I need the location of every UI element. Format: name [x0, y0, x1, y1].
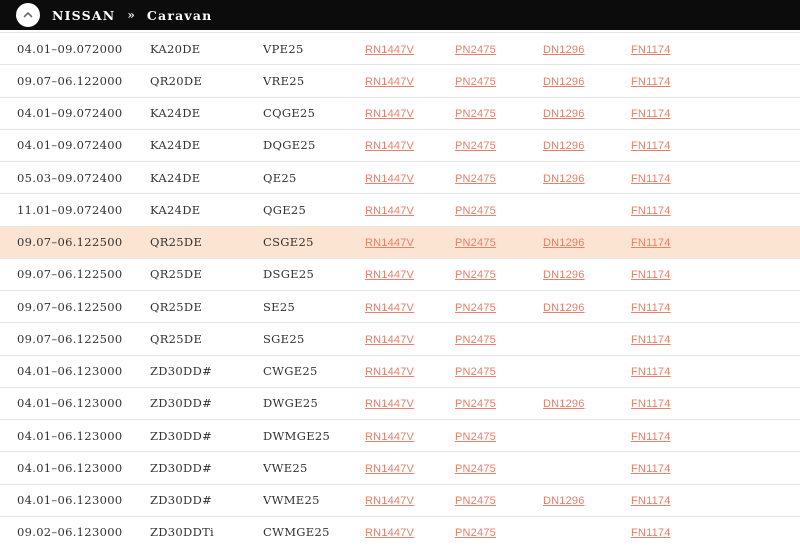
cell-displacement: 3000 — [92, 493, 123, 508]
cell-chassis: DWMGE25 — [263, 428, 331, 443]
cell-chassis: VPE25 — [263, 41, 304, 56]
cell-rn — [365, 138, 455, 152]
cell-displacement: 2000 — [92, 41, 123, 56]
breadcrumb-separator-icon: » — [127, 8, 135, 22]
table-row — [0, 291, 800, 323]
part-link-rn[interactable]: RN1447V — [365, 75, 415, 88]
cell-rn — [365, 300, 455, 314]
cell-fn — [631, 203, 800, 217]
cell-engine: KA24DE — [150, 106, 201, 121]
cell-chassis: VWME25 — [263, 493, 320, 508]
part-link-pn[interactable]: PN2475 — [455, 172, 496, 185]
part-link-dn[interactable]: DN1296 — [543, 43, 585, 56]
cell-pn — [455, 138, 543, 152]
cell-engine: QR20DE — [150, 73, 203, 88]
cell-pn — [455, 493, 543, 507]
cell-pn — [455, 235, 543, 249]
part-link-pn[interactable]: PN2475 — [455, 140, 496, 153]
part-link-dn[interactable]: DN1296 — [543, 495, 585, 508]
cell-chassis: CSGE25 — [263, 235, 314, 250]
part-link-rn[interactable]: RN1447V — [365, 172, 415, 185]
cell-engine: ZD30DDTi — [150, 525, 215, 540]
cell-engine: ZD30DD# — [150, 493, 213, 508]
part-link-dn[interactable]: DN1296 — [543, 108, 585, 121]
part-link-fn[interactable]: FN1174 — [631, 43, 671, 56]
part-link-fn[interactable]: FN1174 — [631, 366, 671, 379]
part-link-pn[interactable]: PN2475 — [455, 430, 496, 443]
cell-pn — [455, 525, 543, 539]
cell-fn — [631, 106, 800, 120]
cell-rn — [365, 235, 455, 249]
cell-rn — [365, 203, 455, 217]
cell-dn — [543, 300, 631, 314]
part-link-pn[interactable]: PN2475 — [455, 462, 496, 475]
part-link-pn[interactable]: PN2475 — [455, 366, 496, 379]
cell-chassis: QE25 — [263, 170, 297, 185]
cell-displacement: 2400 — [92, 170, 123, 185]
cell-dn — [543, 106, 631, 120]
cell-pn — [455, 74, 543, 88]
cell-pn — [455, 461, 543, 475]
part-link-fn[interactable]: FN1174 — [631, 108, 671, 121]
cell-displacement: 2400 — [92, 138, 123, 153]
part-link-rn[interactable]: RN1447V — [365, 140, 415, 153]
part-link-dn[interactable]: DN1296 — [543, 269, 585, 282]
cell-period: 09.07–06.12 — [17, 267, 92, 282]
cell-displacement: 2000 — [92, 73, 123, 88]
cell-engine: QR25DE — [150, 299, 203, 314]
cell-dn — [543, 171, 631, 185]
parts-table — [0, 32, 800, 548]
cell-rn — [365, 74, 455, 88]
cell-chassis: VWE25 — [263, 460, 308, 475]
cell-pn — [455, 171, 543, 185]
cell-displacement: 3000 — [92, 396, 123, 411]
cell-displacement: 2400 — [92, 106, 123, 121]
cell-engine: KA24DE — [150, 138, 201, 153]
cell-engine: ZD30DD# — [150, 364, 213, 379]
table-row — [0, 517, 800, 548]
cell-rn — [365, 429, 455, 443]
breadcrumb-brand[interactable]: NISSAN — [52, 7, 116, 23]
cell-displacement: 2500 — [92, 299, 123, 314]
part-link-dn[interactable]: DN1296 — [543, 398, 585, 411]
part-link-rn[interactable]: RN1447V — [365, 301, 415, 314]
cell-fn — [631, 42, 800, 56]
cell-engine: ZD30DD# — [150, 428, 213, 443]
part-link-fn[interactable]: FN1174 — [631, 527, 671, 540]
part-link-rn[interactable]: RN1447V — [365, 462, 415, 475]
part-link-fn[interactable]: FN1174 — [631, 398, 671, 411]
cell-fn — [631, 300, 800, 314]
part-link-pn[interactable]: PN2475 — [455, 108, 496, 121]
cell-engine: KA20DE — [150, 41, 201, 56]
part-link-rn[interactable]: RN1447V — [365, 108, 415, 121]
part-link-rn[interactable]: RN1447V — [365, 398, 415, 411]
cell-period: 04.01–09.07 — [17, 106, 92, 121]
cell-dn — [543, 138, 631, 152]
cell-displacement: 2400 — [92, 202, 123, 217]
cell-chassis: DQGE25 — [263, 138, 316, 153]
table-row — [0, 420, 800, 452]
part-link-rn[interactable]: RN1447V — [365, 43, 415, 56]
collapse-button[interactable] — [16, 3, 40, 27]
cell-displacement: 2500 — [92, 267, 123, 282]
cell-chassis: CQGE25 — [263, 106, 316, 121]
part-link-rn[interactable]: RN1447V — [365, 204, 415, 217]
table-row — [0, 388, 800, 420]
cell-fn — [631, 429, 800, 443]
cell-rn — [365, 42, 455, 56]
cell-engine: QR25DE — [150, 267, 203, 282]
cell-period: 09.07–06.12 — [17, 73, 92, 88]
cell-displacement: 3000 — [92, 428, 123, 443]
table-row — [0, 227, 800, 259]
part-link-rn[interactable]: RN1447V — [365, 527, 415, 540]
cell-fn — [631, 171, 800, 185]
part-link-rn[interactable]: RN1447V — [365, 269, 415, 282]
table-row — [0, 194, 800, 226]
table-row — [0, 323, 800, 355]
cell-period: 04.01–06.12 — [17, 396, 92, 411]
part-link-pn[interactable]: PN2475 — [455, 495, 496, 508]
cell-rn — [365, 106, 455, 120]
cell-pn — [455, 106, 543, 120]
cell-chassis: VRE25 — [263, 73, 305, 88]
table-row — [0, 356, 800, 388]
cell-fn — [631, 267, 800, 281]
table-row — [0, 162, 800, 194]
part-link-rn[interactable]: RN1447V — [365, 333, 415, 346]
chevron-up-icon — [21, 8, 35, 22]
part-link-dn[interactable]: DN1296 — [543, 237, 585, 250]
cell-rn — [365, 364, 455, 378]
table-row — [0, 485, 800, 517]
cell-period: 04.01–06.12 — [17, 428, 92, 443]
part-link-fn[interactable]: FN1174 — [631, 75, 671, 88]
cell-chassis: DSGE25 — [263, 267, 315, 282]
part-link-fn[interactable]: FN1174 — [631, 204, 671, 217]
part-link-pn[interactable]: PN2475 — [455, 75, 496, 88]
cell-engine: ZD30DD# — [150, 460, 213, 475]
cell-pn — [455, 429, 543, 443]
cell-chassis: SE25 — [263, 299, 296, 314]
cell-period: 04.01–06.12 — [17, 460, 92, 475]
cell-period: 09.02–06.12 — [17, 525, 92, 540]
part-link-fn[interactable]: FN1174 — [631, 172, 671, 185]
part-link-pn[interactable]: PN2475 — [455, 204, 496, 217]
table-row — [0, 98, 800, 130]
cell-pn — [455, 42, 543, 56]
cell-rn — [365, 396, 455, 410]
cell-pn — [455, 364, 543, 378]
table-row — [0, 452, 800, 484]
cell-engine: KA24DE — [150, 202, 201, 217]
part-link-fn[interactable]: FN1174 — [631, 333, 671, 346]
cell-period: 04.01–09.07 — [17, 41, 92, 56]
cell-fn — [631, 525, 800, 539]
cell-pn — [455, 267, 543, 281]
cell-chassis: SGE25 — [263, 331, 305, 346]
part-link-rn[interactable]: RN1447V — [365, 495, 415, 508]
part-link-fn[interactable]: FN1174 — [631, 430, 671, 443]
part-link-pn[interactable]: PN2475 — [455, 301, 496, 314]
cell-period: 09.07–06.12 — [17, 235, 92, 250]
cell-fn — [631, 364, 800, 378]
table-row — [0, 65, 800, 97]
part-link-pn[interactable]: PN2475 — [455, 43, 496, 56]
cell-chassis: DWGE25 — [263, 396, 319, 411]
table-row — [0, 259, 800, 291]
cell-chassis: CWGE25 — [263, 364, 318, 379]
table-row — [0, 33, 800, 65]
part-link-rn[interactable]: RN1447V — [365, 366, 415, 379]
cell-displacement: 3000 — [92, 460, 123, 475]
cell-fn — [631, 235, 800, 249]
cell-dn — [543, 42, 631, 56]
breadcrumb-model[interactable]: Caravan — [146, 7, 213, 23]
cell-period: 09.07–06.12 — [17, 299, 92, 314]
part-link-fn[interactable]: FN1174 — [631, 495, 671, 508]
cell-pn — [455, 332, 543, 346]
cell-rn — [365, 332, 455, 346]
cell-fn — [631, 461, 800, 475]
cell-rn — [365, 525, 455, 539]
cell-pn — [455, 396, 543, 410]
cell-pn — [455, 203, 543, 217]
cell-engine: KA24DE — [150, 170, 201, 185]
cell-dn — [543, 235, 631, 249]
part-link-fn[interactable]: FN1174 — [631, 462, 671, 475]
cell-chassis: CWMGE25 — [263, 525, 330, 540]
part-link-dn[interactable]: DN1296 — [543, 140, 585, 153]
part-link-rn[interactable]: RN1447V — [365, 430, 415, 443]
cell-fn — [631, 493, 800, 507]
cell-dn — [543, 74, 631, 88]
part-link-fn[interactable]: FN1174 — [631, 301, 671, 314]
part-link-dn[interactable]: DN1296 — [543, 172, 585, 185]
table-row — [0, 130, 800, 162]
part-link-pn[interactable]: PN2475 — [455, 269, 496, 282]
part-link-pn[interactable]: PN2475 — [455, 398, 496, 411]
cell-period: 05.03–09.07 — [17, 170, 92, 185]
breadcrumb-bar — [0, 0, 800, 30]
cell-engine: QR25DE — [150, 331, 203, 346]
cell-dn — [543, 493, 631, 507]
part-link-dn[interactable]: DN1296 — [543, 75, 585, 88]
cell-period: 04.01–06.12 — [17, 364, 92, 379]
cell-dn — [543, 396, 631, 410]
part-link-dn[interactable]: DN1296 — [543, 301, 585, 314]
cell-period: 09.07–06.12 — [17, 331, 92, 346]
cell-engine: ZD30DD# — [150, 396, 213, 411]
cell-rn — [365, 461, 455, 475]
part-link-pn[interactable]: PN2475 — [455, 237, 496, 250]
cell-rn — [365, 171, 455, 185]
part-link-rn[interactable]: RN1447V — [365, 237, 415, 250]
cell-engine: QR25DE — [150, 235, 203, 250]
cell-pn — [455, 300, 543, 314]
cell-period: 04.01–06.12 — [17, 493, 92, 508]
cell-displacement: 2500 — [92, 235, 123, 250]
cell-displacement: 3000 — [92, 364, 123, 379]
cell-rn — [365, 267, 455, 281]
cell-period: 04.01–09.07 — [17, 138, 92, 153]
cell-period: 11.01–09.07 — [17, 202, 92, 217]
part-link-pn[interactable]: PN2475 — [455, 527, 496, 540]
cell-fn — [631, 138, 800, 152]
part-link-pn[interactable]: PN2475 — [455, 333, 496, 346]
cell-rn — [365, 493, 455, 507]
cell-dn — [543, 267, 631, 281]
cell-displacement: 3000 — [92, 525, 123, 540]
cell-chassis: QGE25 — [263, 202, 307, 217]
cell-fn — [631, 74, 800, 88]
cell-fn — [631, 396, 800, 410]
part-link-fn[interactable]: FN1174 — [631, 140, 671, 153]
cell-fn — [631, 332, 800, 346]
part-link-fn[interactable]: FN1174 — [631, 237, 671, 250]
cell-displacement: 2500 — [92, 331, 123, 346]
part-link-fn[interactable]: FN1174 — [631, 269, 671, 282]
